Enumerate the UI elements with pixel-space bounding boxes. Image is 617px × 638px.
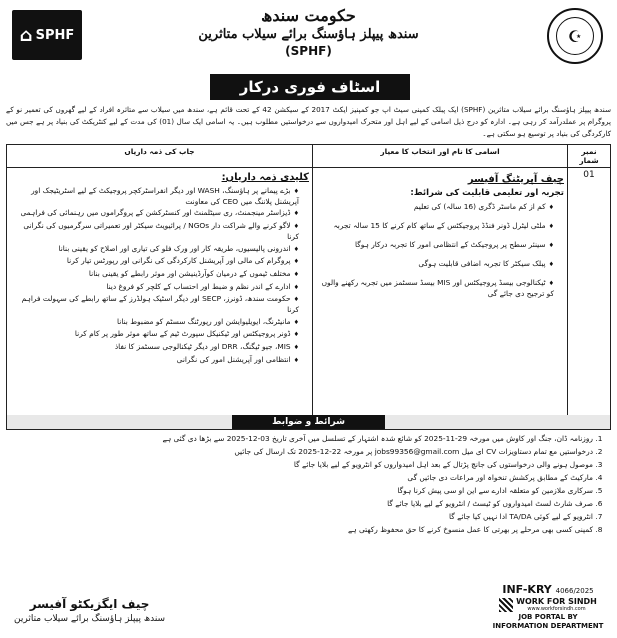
list-item: ♦ ملٹی لیٹرل ڈونر فنڈڈ پروجیکٹس کے ساتھ کام کرنے کا 15 سالہ تجربہ [316,221,554,232]
list-item: ♦ پروگرام کی مالی اور آپریشنل کارکردگی کی نگرانی اور رپورٹس تیار کرنا [10,256,299,267]
requirements-list [316,202,564,299]
house-icon: ⌂ [19,24,33,46]
terms-list [6,432,611,536]
list-item: 6. صرف شارٹ لسٹ امیدواروں کو ٹیسٹ / انٹرویو کے لیے بلایا جائے گا [6,497,593,510]
list-item: 8. کمپنی کسی بھی مرحلے پر بھرتی کا عمل منسوخ کرنے کا حق محفوظ رکھتی ہے [6,523,593,536]
inf-number: 4066/2025 [555,587,594,595]
list-item: ♦ لاگو کرنے والے شراکت دار NGOs / پرائیویٹ سیکٹر اور تعمیراتی سرگرمیوں کی نگرانی کرنا [10,221,299,241]
list-item: ♦ مانیٹرنگ، ایویلیوایشن اور رپورٹنگ سسٹم کو مضبوط بنانا [10,317,299,328]
terms-title-bar [6,415,611,430]
work-for-sindh-label: WORK FOR SINDH [516,597,597,606]
header-serial: نمبر شمار [568,145,611,168]
list-item: 2. درخواستیں مع تمام دستاویزات CV ای میل jobs99356@gmail.com پر مورخہ 22-12-2025 تک ارسال کی جائیں [6,445,593,458]
list-item: ♦ اندرونی پالیسیوں، طریقہ کار اور ورک فلو کی تیاری اور اصلاح کو یقینی بنانا [10,244,299,255]
list-item: ♦ ڈونر پروجیکٹس اور ٹیکنیکل سپورٹ ٹیم کے ساتھ موثر طور پر کام کرنا [10,329,299,340]
list-item: ♦ سینئر سطح پر پروجیکٹ کے انتظامی امور کا تجربہ درکار ہوگا [316,240,554,251]
list-item: ♦ ٹیکنالوجی بیسڈ پروجیکٹس اور MIS بیسڈ سسٹمز میں تجربہ رکھنے والوں کو ترجیح دی جائے گی [316,278,554,299]
work-for-sindh-site: www.workforsindh.com [527,606,586,612]
row-number: 01 [568,168,611,425]
signature-block [14,597,165,624]
signatory-title: چیف ایگزیکٹو آفیسر [29,597,150,611]
list-item: 5. سرکاری ملازمین کو متعلقہ ادارے سے این او سی پیش کرنا ہوگا [6,484,593,497]
table-header-row [7,145,611,168]
post-subtitle: تجربہ اور تعلیمی قابلیت کی شرائط: [410,188,564,198]
header-duties: جاب کی ذمہ داریاں [7,145,313,168]
seal-emblem-icon: ☪ [556,17,594,55]
duties-title: کلیدی ذمہ داریاں: [221,172,309,183]
staff-required-banner: اسٹاف فوری درکار [210,74,410,100]
list-item: ♦ حکومت سندھ، ڈونرز، SECP اور دیگر اسٹیک ہولڈرز کے ساتھ رابطے کی سہولت فراہم کرنا [10,294,299,314]
list-item: 1. روزنامہ ڈان، جنگ اور کاوش میں مورخہ 29-11-2025 کو شائع شدہ اشتہار کے تسلسل میں آخری تاریخ 03-12-2025 سے بڑھا دی گئی ہے [6,432,593,445]
list-item: ♦ بڑے پیمانے پر ہاؤسنگ، WASH اور دیگر انفراسٹرکچر پروجیکٹ کے لیے اسٹریٹیجک اور آپریشنل پلاننگ میں CEO کی معاونت [10,186,299,206]
work-for-sindh-row [489,597,607,612]
sphf-logo [12,10,82,60]
job-portal-label: JOB PORTAL BY [518,613,578,621]
government-title: حکومت سندھ [261,6,356,25]
duties-list [10,186,309,366]
organization-title: سندھ پیپلز ہاؤسنگ برائے سیلاب متاثرین [198,27,419,42]
organization-abbr: (SPHF) [285,44,332,58]
post-cell [313,168,568,425]
inf-code-text: INF-KRY [502,583,552,596]
list-item: ♦ مختلف ٹیموں کے درمیان کوآرڈینیشن اور موثر رابطے کو یقینی بنانا [10,269,299,280]
duties-cell [7,168,313,425]
inf-code [489,583,607,596]
list-item: ♦ پبلک سیکٹر کا تجربہ اضافی قابلیت ہوگی [316,259,554,270]
post-title: چیف آپریٹنگ آفیسر [467,174,564,185]
terms-title: شرائط و ضوابط [232,415,385,429]
logo-text: SPHF [35,27,75,43]
list-item: 4. مارکیٹ کے مطابق پرکشش تنخواہ اور مراعات دی جائیں گی [6,471,593,484]
information-department-block [489,583,607,630]
signatory-org: سندھ پیپلز ہاؤسنگ برائے سیلاب متاثرین [14,614,166,624]
list-item: ♦ MIS، جیو ٹیگنگ، DRR اور دیگر ٹیکنالوجی سسٹمز کا نفاذ [10,342,299,353]
intro-paragraph: سندھ پیپلز ہاؤسنگ برائے سیلاب متاثرین (SPHF) ایک پبلک کمپنی سیٹ اپ جو کمپنیز ایکٹ 2017 کے سیکشن 42 کے تحت قائم ہے، سندھ میں سیلاب سے متاثرہ افراد کے لیے گھروں کی تعمیر نو کے پروگرام پر عملدرآمد کر رہی ہے۔ ادارہ کو درج ذیل اسامی کے لیے اہل اور متحرک امیدواروں سے درخواستیں مطلوب ہیں۔ یہ اسامی ایک سال (01) کی مدت کے لیے کنٹریکٹ کی بنیاد پر ہے جس میں کارکردگی کی بنیاد پر توسیع ہو سکتی ہے۔ [6,105,612,138]
vacancy-table [6,144,611,425]
list-item: 3. موصول ہونے والی درخواستوں کی جانچ پڑتال کے بعد اہل امیدواروں کو انٹرویو کے لیے بلایا جائے گا [6,458,593,471]
list-item: 7. انٹرویو کے لیے کوئی TA/DA ادا نہیں کیا جائے گا [6,510,593,523]
list-item: ♦ ڈیزاسٹر مینجمنٹ، ری سیٹلمنٹ اور کنسٹرکشن کے پروگراموں میں رہنمائی کی فراہمی [10,208,299,219]
list-item: ♦ ادارے کے اندر نظم و ضبط اور احتساب کے کلچر کو فروغ دینا [10,282,299,293]
list-item: ♦ انتظامی اور آپریشنل امور کی نگرانی [10,355,299,366]
sindh-government-seal [547,8,603,64]
header [100,6,517,58]
table-row [7,168,611,425]
list-item: ♦ کم از کم ماسٹر ڈگری (16 سالہ) کی تعلیم [316,202,554,213]
information-department-label: INFORMATION DEPARTMENT [492,622,604,630]
header-post: اسامی کا نام اور انتخاب کا معیار [313,145,568,168]
qr-code-icon [499,598,513,612]
